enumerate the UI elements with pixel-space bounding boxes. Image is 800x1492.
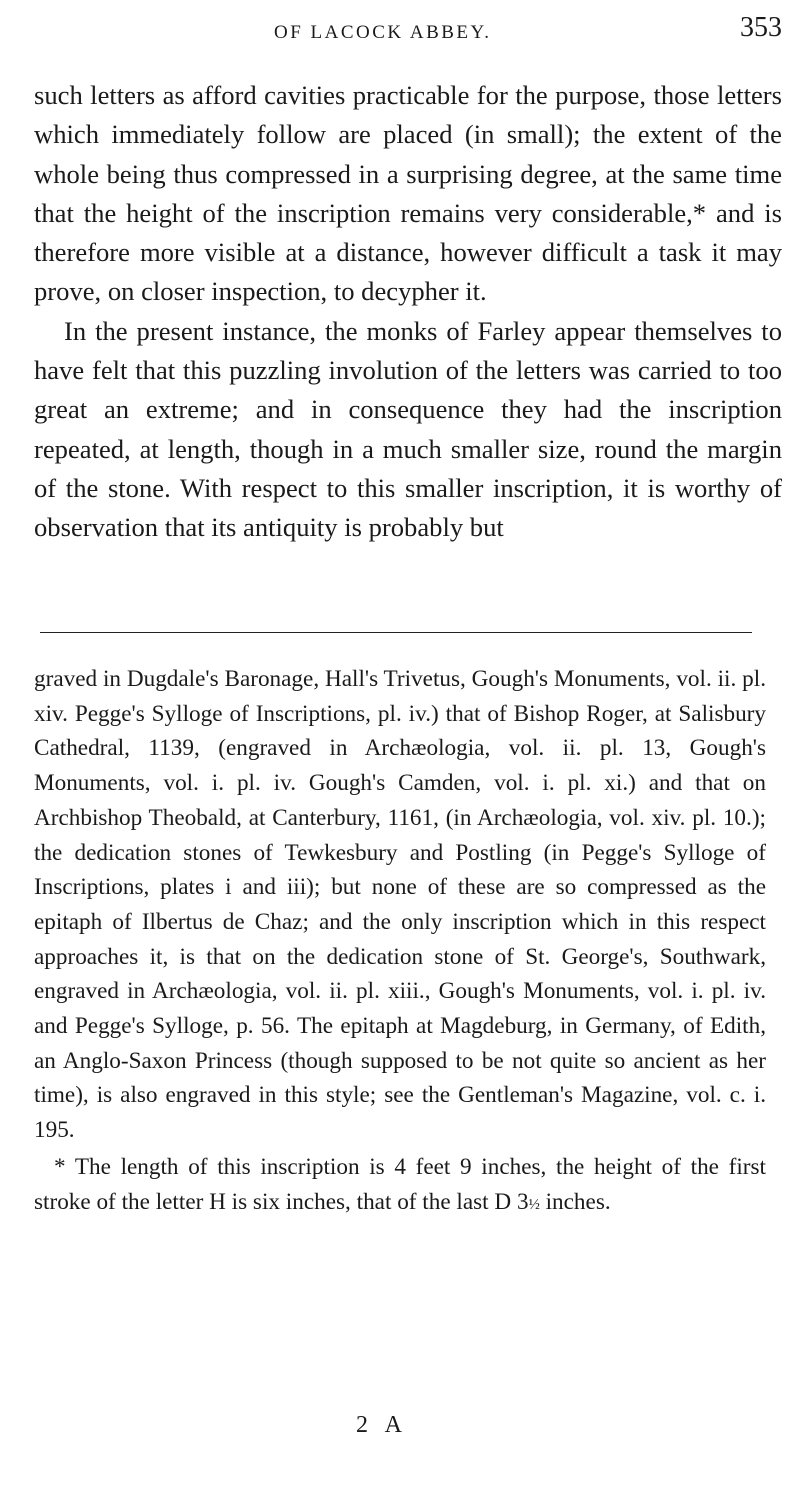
paragraph-continuation: such letters as afford cavities practicable for the purpose, those letters which immediately follow are placed (in small); the extent of the whole being thus compressed in a surprising degree, at the same time that the height of the inscription remains very considerable,* and is therefore more visible at a distance, however difficult a task it may prove, on closer inspection, to decypher it. — [34, 80, 782, 307]
running-head: OF LACOCK ABBEY. — [274, 22, 492, 43]
footnote-asterisk — [34, 1150, 766, 1222]
footnote-rule — [40, 632, 752, 633]
footnote-continuation: graved in Dugdale's Baronage, Hall's Trivetus, Gough's Monuments, vol. ii. pl. xiv. Pegge's Sylloge of Inscriptions, pl. iv.) that of Bishop Roger, at Salisbury Cathedral, 1139, (engraved in Archæologia, vol. ii. pl. 13, Gough's Monuments, vol. i. pl. iv. Gough's Camden, vol. i. pl. xi.) and that on Archbishop Theobald, at Canterbury, 1161, (in Archæologia, vol. xiv. pl. 10.); the dedication stones of Tewkesbury and Postling (in Pegge's Sylloge of Inscriptions, plates i and iii); but none of these are so compressed as the epitaph of Ilbertus de Chaz; and the only inscription which in this respect approaches it, is that on the dedication stone of St. George's, Southwark, engraved in Archæologia, vol. ii. pl. xiii., Gough's Monuments, vol. i. pl. iv. and Pegge's Sylloge, p. 56. The epitaph at Magdeburg, in Germany, of Edith, an Anglo-Saxon Princess (though supposed to be not quite so ancient as her time), is also engraved in this style; see the Gentleman's Magazine, vol. c. i. 195. — [34, 666, 766, 1144]
page-number: 353 — [740, 12, 782, 43]
paragraph: In the present instance, the monks of Farley appear themselves to have felt that this puzzling involution of the letters was carried to too great an extreme; and in consequence they had the inscription repeated, at length, though in a much smaller size, round the margin of the stone. With respect to this smaller inscription, it is worthy of observation that its antiquity is probably but — [34, 315, 782, 543]
footnote-text-end: inches. — [539, 1188, 611, 1215]
footnotes — [34, 662, 766, 1222]
page-header — [34, 10, 782, 50]
footnote-fraction: ½ — [528, 1196, 540, 1213]
footnote-text: * The length of this inscription is 4 feet 9 inches, the height of the first stroke of the letter H is six inches, that of the last D 3 — [34, 1153, 766, 1215]
signature-mark: 2 A — [356, 1412, 409, 1438]
main-text — [34, 76, 782, 548]
